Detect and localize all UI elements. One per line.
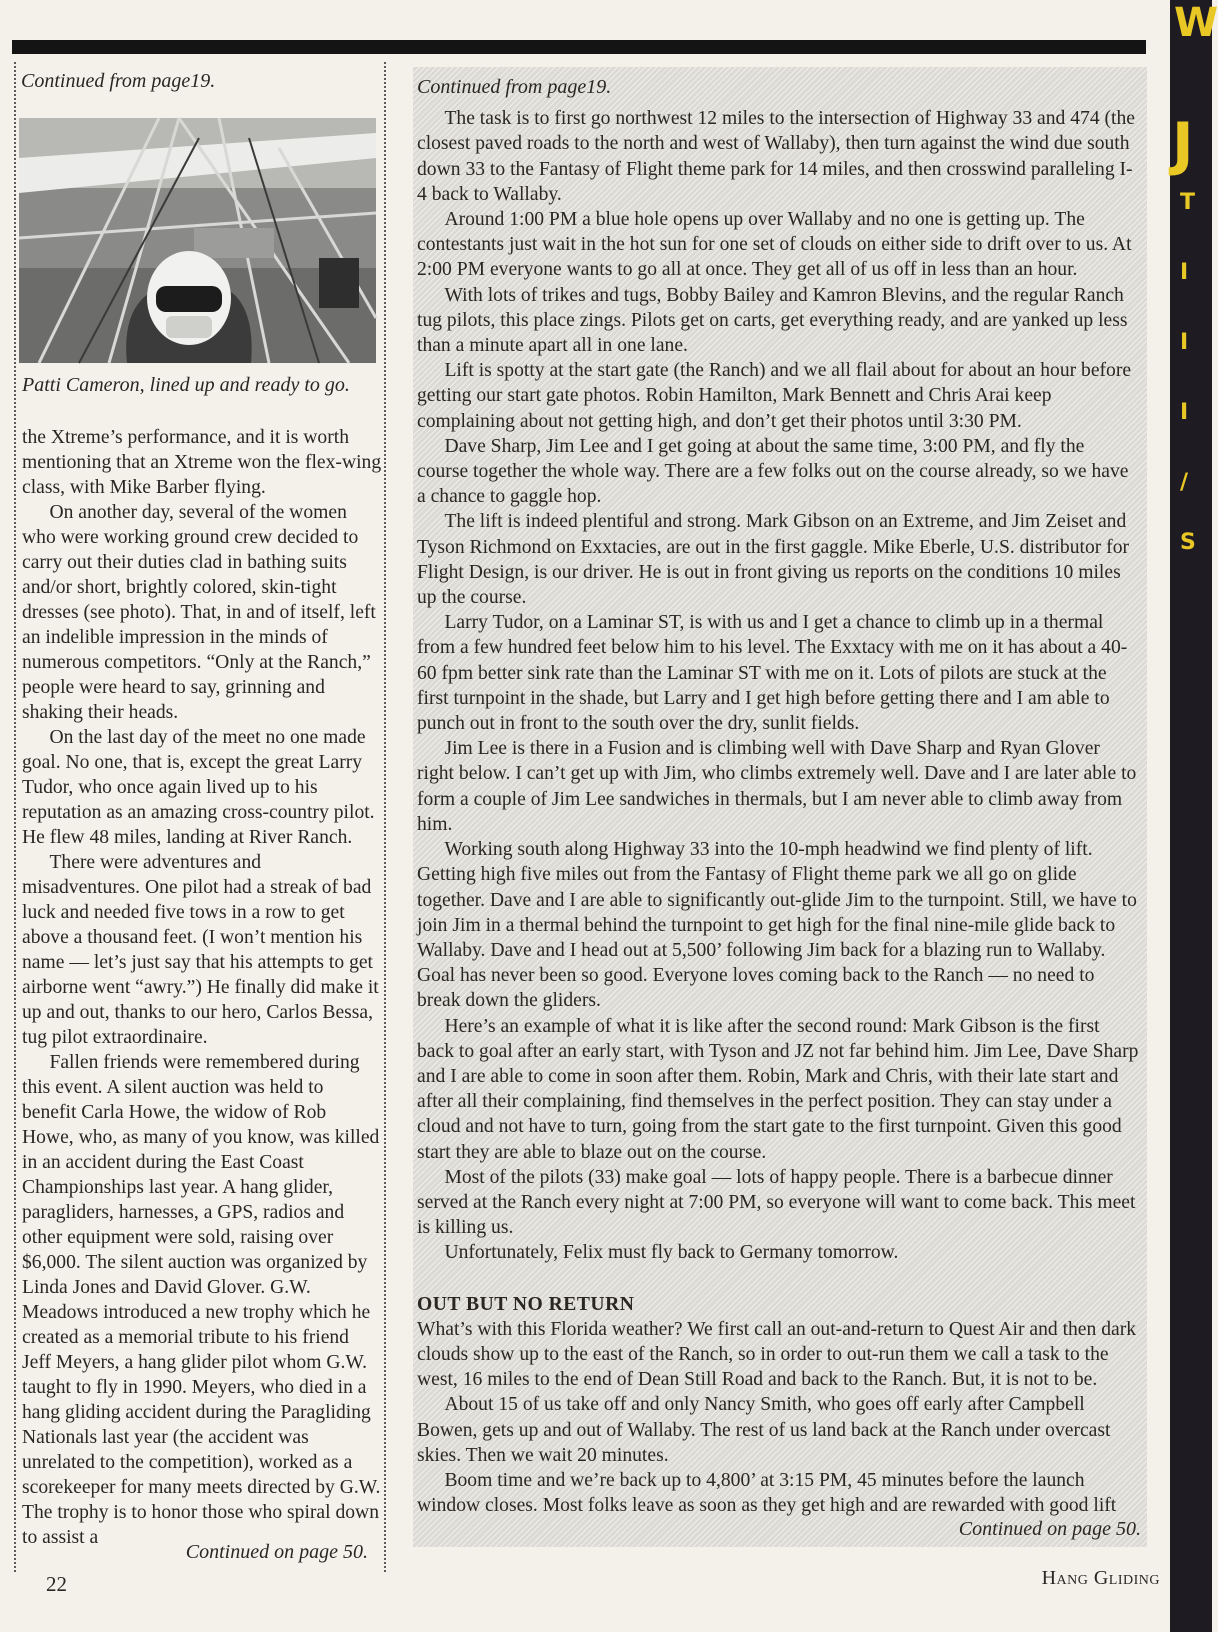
section-heading: OUT BUT NO RETURN	[417, 1293, 635, 1315]
left-paragraph: On the last day of the meet no one made goal. No one, that is, except the great Larry Tudor, who once again lived up to his reputation as an amazing cross-country pilot. He flew 48 miles, landing at River Ranch.	[22, 727, 375, 848]
right-column	[413, 67, 1147, 1547]
left-paragraph: the Xtreme’s performance, and it is worth mentioning that an Xtreme won the flex-wing class, with Mike Barber flying.	[22, 427, 382, 498]
right-paragraph: Dave Sharp, Jim Lee and I get going at about the same time, 3:00 PM, and fly the course together the whole way. There are a few folks out on the course already, so we have a chance to gaggle hop.	[417, 435, 1129, 508]
right-paragraph: About 15 of us take off and only Nancy Smith, who goes off early after Campbell Bowen, gets up and out of Wallaby. The rest of us land back at the Ranch under overcast skies. Then we wait 20 minutes.	[417, 1394, 1111, 1466]
continued-on-label: Continued on page 50.	[958, 1518, 1141, 1540]
page-number: 22	[46, 1572, 67, 1596]
right-paragraph: Most of the pilots (33) make goal — lots of happy people. There is a barbecue dinner served at the Ranch every night at 7:00 PM, so everyone will want to come back. This meet is killing us.	[417, 1166, 1136, 1239]
left-article-text	[22, 425, 382, 1550]
left-column	[14, 62, 386, 1572]
right-paragraph: Lift is spotty at the start gate (the Ranch) and we all flail about for about an hour before getting our start gate photos. Robin Hamilton, Mark Bennett and Chris Arai keep complaining about not getting high, and don’t get their photos until 3:30 PM.	[417, 360, 1132, 432]
right-paragraph: With lots of trikes and tugs, Bobby Bailey and Kamron Blevins, and the regular Ranch tug pilots, this place zings. Pilots get on carts, get everything ready, and are yanked up less than a minute apart all in one lane.	[417, 284, 1128, 357]
photo-pilot-ready	[19, 118, 376, 363]
right-paragraph: Larry Tudor, on a Laminar ST, is with us and I get a chance to climb up in a thermal from a few hundred feet below him to his level. The Exxtacy with me on it has about a 40-60 fpm better sink rate than the Laminar ST with me on it. Lots of pilots are stuck at the first turnpoint in the shade, but Larry and I get high before getting there and I am able to punch out in front to the south over the dry, sunlit fields.	[417, 612, 1128, 735]
continued-from-label: Continued from page19.	[21, 70, 216, 92]
left-paragraph: On another day, several of the women who were working ground crew decided to carry out their duties clad in bathing suits and/or short, brightly colored, skin-tight dresses (see photo). That, in and of itself, left an indelible impression in the minds of numerous competitors. “Only at the Ranch,” people were heard to say, grinning and shaking their heads.	[22, 502, 376, 723]
right-paragraph: Jim Lee is there in a Fusion and is climbing well with Dave Sharp and Ryan Glover right below. I can’t get up with Jim, who climbs extremely well. Dave and I are later able to form a couple of Jim Lee sandwiches in thermals, but I am never able to climb away from him.	[417, 738, 1137, 835]
photo-caption: Patti Cameron, lined up and ready to go.	[22, 374, 350, 396]
right-paragraph: Unfortunately, Felix must fly back to Germany tomorrow.	[444, 1242, 899, 1264]
continued-on-label: Continued on page 50.	[185, 1541, 368, 1563]
left-paragraph: Fallen friends were remembered during this event. A silent auction was held to benefit Carla Howe, the widow of Rob Howe, who, as many of you know, was killed in an accident during the East Coast Championships last year. A hang glider, paragliders, harnesses, a GPS, radios and other equipment were sold, raising over $6,000. The silent auction was organized by Linda Jones and David Glover. G.W. Meadows introduced a new trophy which he created as a memorial tribute to his friend Jeff Meyers, a hang glider pilot whom G.W. taught to fly in 1990. Meyers, who died in a hang gliding accident during the Paragliding Nationals last year (the accident was unrelated to the competition), worked as a scorekeeper for many meets directed by G.W. The trophy is to honor those who spiral down to assist a	[22, 1052, 381, 1548]
right-paragraph: Working south along Highway 33 into the 10-mph headwind we find plenty of lift. Getting high five miles out from the Fantasy of Flight theme park we all go on glide together. Dave and I are able to significantly out-glide Jim to the turnpoint. Still, we have to join Jim in a thermal behind the turnpoint to get high for the final nine-mile glide back to Wallaby. Dave and I head out at 5,500’ following Jim back for a blazing run to Wallaby. Goal has never been so good. Everyone loves coming back to the Ranch — no need to break down the gliders.	[417, 839, 1137, 1012]
left-paragraph: There were adventures and misadventures. One pilot had a streak of bad luck and needed five tows in a row to get above a thousand feet. (I won’t mention his name — let’s just say that his attempts to get airborne went “awry.”) He finally did make it up and out, thanks to our hero, Carlos Bessa, tug pilot extraordinaire.	[22, 852, 379, 1048]
right-paragraph: Boom time and we’re back up to 4,800’ at 3:15 PM, 45 minutes before the launch window closes. Most folks leave as soon as they get high and are rewarded with good lift	[417, 1469, 1117, 1517]
magazine-title: Hang Gliding	[1041, 1567, 1160, 1589]
right-paragraph: The lift is indeed plentiful and strong. Mark Gibson on an Extreme, and Jim Zeiset and Tyson Richmond on Exxtacies, are out in the first gaggle. Mike Eberle, U.S. distributor for Flight Design, is our driver. He is out in front giving us reports on the conditions 10 miles up the course.	[417, 511, 1130, 609]
right-paragraph: What’s with this Florida weather? We first call an out-and-return to Quest Air and then dark clouds show up to the east of the Ranch, so in order to out-run them we call a task to the west, 16 miles to the end of Dean Still Road and back to the Ranch. But, it is not to be.	[417, 1318, 1137, 1391]
photo-illustration	[19, 118, 376, 363]
top-rule-bar	[12, 40, 1146, 54]
continued-from-label: Continued from page19.	[417, 76, 612, 98]
facing-page-edge: W J T I I I / S	[1170, 0, 1212, 1632]
right-paragraph: Around 1:00 PM a blue hole opens up over Wallaby and no one is getting up. The contestants just wait in the hot sun for one set of clouds on either side to drift over to us. At 2:00 PM everyone wants to go all at once. They get all of us off in less than an hour.	[417, 209, 1132, 281]
right-paragraph: Here’s an example of what it is like after the second round: Mark Gibson is the first back to goal after an early start, with Tyson and JZ not far behind him. Jim Lee, Dave Sharp and I are able to come in soon after them. Robin, Mark and Chris, with their late start and after all their complaining, find themselves in the perfect position. They can stay under a cloud and not have to turn, going from the start gate to the first turnpoint. Given this good start they are able to blaze out on the course.	[417, 1015, 1139, 1163]
right-paragraph: The task is to first go northwest 12 miles to the intersection of Highway 33 and 474 (the closest paved roads to the north and west of Wallaby), then turn against the wind due south down 33 to the Fantasy of Flight theme park for 14 miles, and then crosswind paralleling I-4 back to Wallaby.	[417, 108, 1135, 205]
